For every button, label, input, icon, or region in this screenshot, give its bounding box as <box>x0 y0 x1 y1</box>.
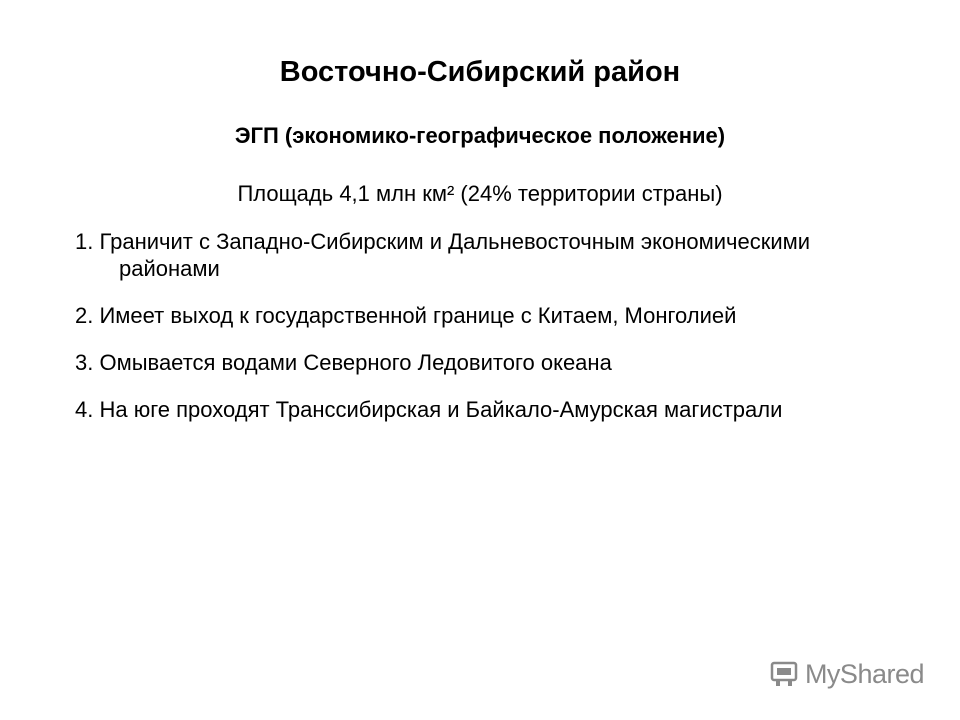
facts-list <box>75 228 895 443</box>
fact-item-4: 4. На юге проходят Транссибирская и Байкало-Амурская магистрали <box>75 397 783 422</box>
watermark-text: MyShared <box>804 658 924 689</box>
area-statement: Площадь 4,1 млн км² (24% территории страны) <box>237 181 723 206</box>
fact-item-1: 1. Граничит с Западно-Сибирским и Дальневосточным экономическими районами <box>75 229 811 281</box>
myshared-watermark <box>769 656 924 692</box>
slide-subtitle: ЭГП (экономико-географическое положение) <box>234 123 726 148</box>
slide-title: Восточно-Сибирский район <box>279 56 681 88</box>
fact-item-2: 2. Имеет выход к государственной границе с Китаем, Монголией <box>75 303 737 328</box>
fact-item-3: 3. Омывается водами Северного Ледовитого океана <box>75 350 612 375</box>
myshared-logo-icon <box>769 659 799 689</box>
